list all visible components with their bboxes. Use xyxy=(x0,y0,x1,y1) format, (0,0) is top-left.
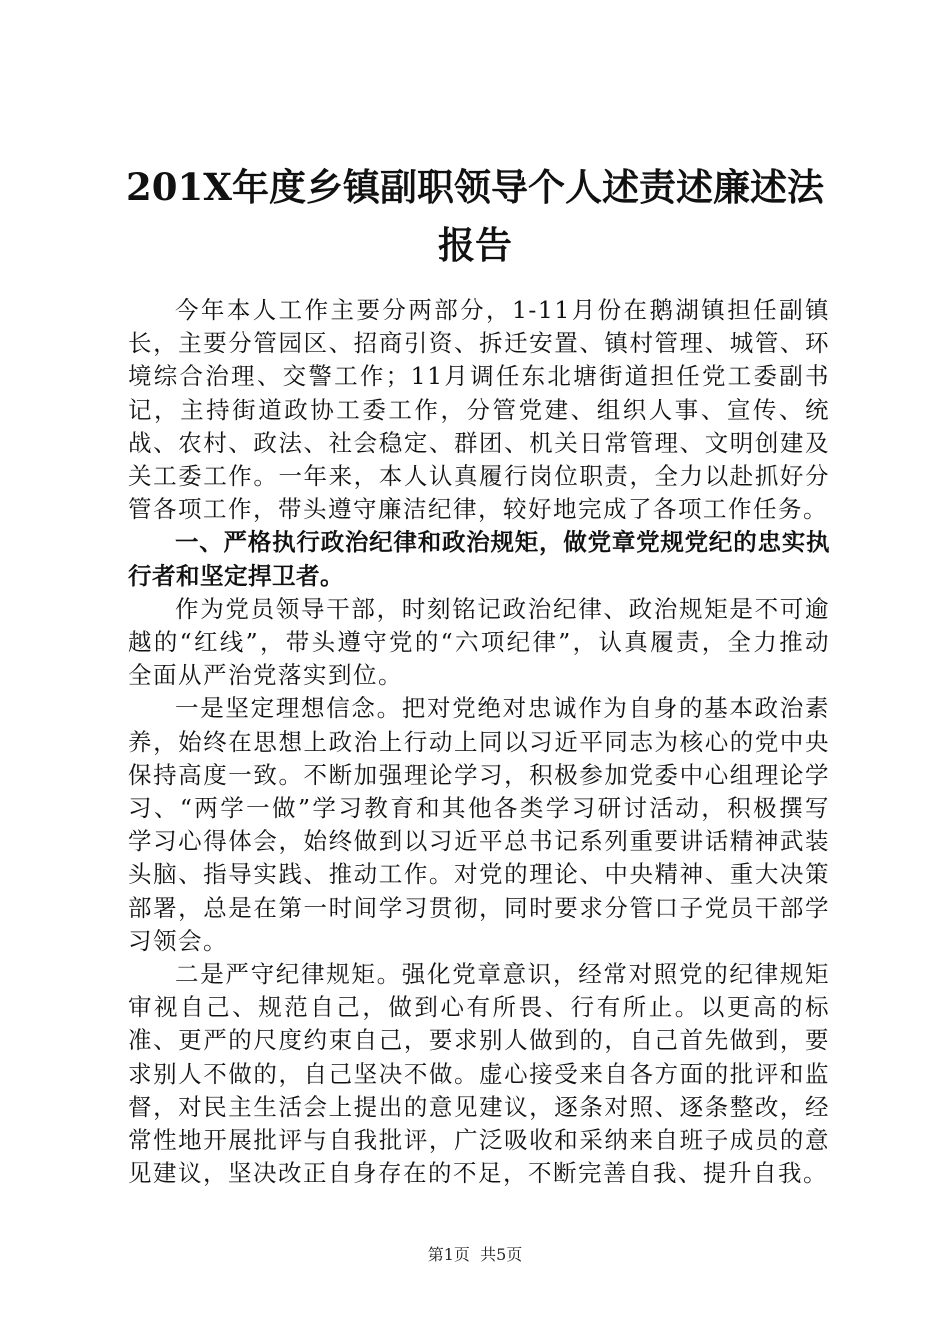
point-1-paragraph: 一是坚定理想信念。把对党绝对忠诚作为自身的基本政治素养，始终在思想上政治上行动上同以习近平同志为核心的党中央保持高度一致。不断加强理论学习，积极参加党委中心组理论学习、“两学一做”学习教育和其他各类学习研讨活动，积极撰写学习心得体会，始终做到以习近平总书记系列重要讲话精神武装头脑、指导实践、推动工作。对党的理论、中央精神、重大决策部署，总是在第一时间学习贯彻，同时要求分管口子党员干部学习领会。 xyxy=(128,694,830,955)
page-number-footer: 第1页 共5页 xyxy=(427,1245,523,1264)
document-body xyxy=(128,294,830,1190)
section-1-intro-paragraph: 作为党员领导干部，时刻铭记政治纪律、政治规矩是不可逾越的“红线”，带头遵守党的“六项纪律”，认真履责，全力推动全面从严治党落实到位。 xyxy=(128,594,830,690)
point-2-paragraph: 二是严守纪律规矩。强化党章意识，经常对照党的纪律规矩审视自己、规范自己，做到心有所畏、行有所止。以更高的标准、更严的尺度约束自己，要求别人做到的，自己首先做到，要求别人不做的，自己坚决不做。虚心接受来自各方面的批评和监督，对民主生活会上提出的意见建议，逐条对照、逐条整改，经常性地开展批评与自我批评，广泛吸收和采纳来自班子成员的意见建议，坚决改正自身存在的不足，不断完善自我、提升自我。 xyxy=(128,960,830,1188)
intro-paragraph: 今年本人工作主要分两部分，1-11月份在鹅湖镇担任副镇长，主要分管园区、招商引资、拆迁安置、镇村管理、城管、环境综合治理、交警工作；11月调任东北塘街道担任党工委副书记，主持街道政协工委工作，分管党建、组织人事、宣传、统战、农村、政法、社会稳定、群团、机关日常管理、文明创建及关工委工作。一年来，本人认真履行岗位职责，全力以赴抓好分管各项工作，带头遵守廉洁纪律，较好地完成了各项工作任务。 xyxy=(128,296,830,524)
section-heading-1: 一、严格执行政治纪律和政治规矩，做党章党规党纪的忠实执行者和坚定捍卫者。 xyxy=(128,528,830,590)
document-title: 201X年度乡镇副职领导个人述责述廉述法报告 xyxy=(126,165,824,267)
